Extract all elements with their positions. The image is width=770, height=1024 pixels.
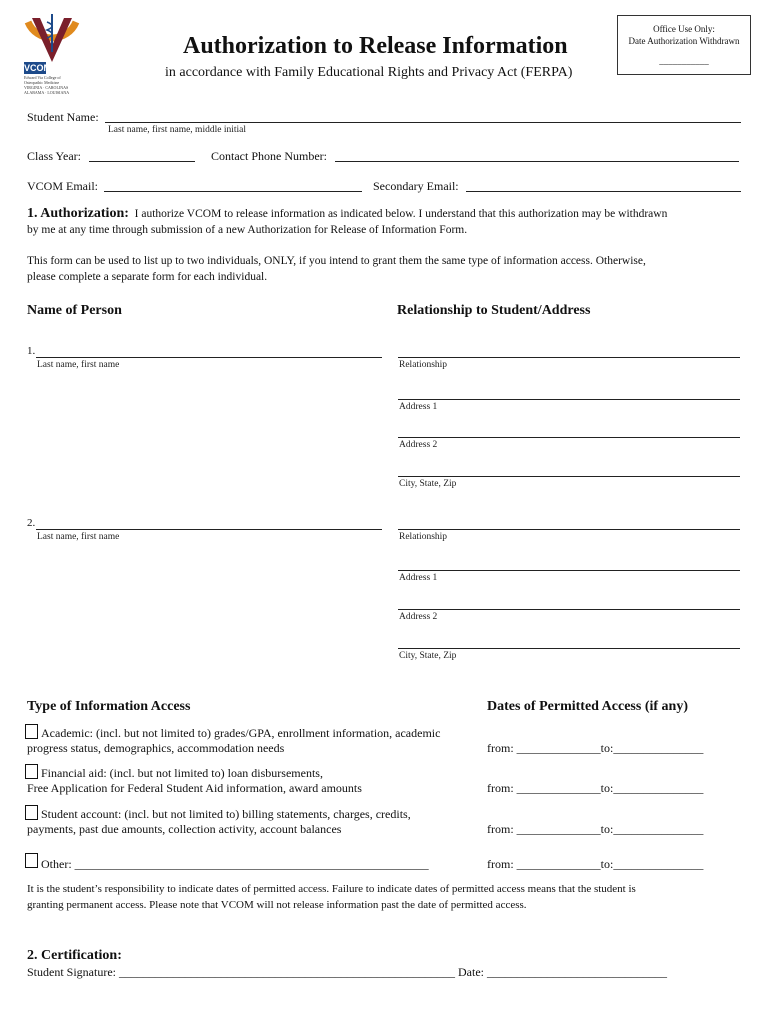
page-subtitle: in accordance with Family Educational Rights and Privacy Act (FERPA) <box>165 65 573 80</box>
access-type-heading: Type of Information Access <box>27 699 191 714</box>
class-year-field[interactable] <box>89 161 195 162</box>
class-year-label: Class Year: <box>27 149 82 163</box>
academic-checkbox[interactable] <box>25 724 38 739</box>
academic-dates[interactable]: from: ______________to:_______________ <box>487 741 704 755</box>
student-name-hint: Last name, first name, middle initial <box>108 125 246 135</box>
person-2-name-field[interactable] <box>36 529 382 530</box>
responsibility-note-1: It is the student’s responsibility to indicate dates of permitted access. Failure to indicate dates of permitted access means that the student is <box>27 883 636 895</box>
authorization-paragraph <box>27 206 747 238</box>
vcom-logo-icon <box>22 12 82 68</box>
vcom-email-field[interactable] <box>104 191 362 192</box>
other-dates[interactable]: from: ______________to:_______________ <box>487 857 704 871</box>
relationship-address-heading: Relationship to Student/Address <box>397 303 591 318</box>
person-2-city-field[interactable] <box>398 648 740 649</box>
logo-tagline-3: VIRGINIA · CAROLINAS <box>24 85 69 90</box>
student-name-field[interactable] <box>105 122 741 123</box>
logo-tagline-1: Edward Via College of <box>24 75 61 80</box>
person-2-address2-field[interactable] <box>398 609 740 610</box>
person-1-address2-label: Address 2 <box>399 440 438 450</box>
form-usage-note-1: This form can be used to list up to two individuals, ONLY, if you intend to grant them the same type of information access. Otherwise, <box>27 255 646 267</box>
name-of-person-heading: Name of Person <box>27 303 122 318</box>
person-2-address2-label: Address 2 <box>399 612 438 622</box>
other-checkbox[interactable] <box>25 853 38 868</box>
financial-aid-checkbox[interactable] <box>25 764 38 779</box>
student-account-text-1: Student account: (incl. but not limited to) billing statements, charges, credits, <box>41 807 411 821</box>
contact-phone-label: Contact Phone Number: <box>211 149 327 163</box>
responsibility-note <box>27 881 636 913</box>
person-1-name-hint: Last name, first name <box>37 360 120 370</box>
academic-text-1: Academic: (incl. but not limited to) grades/GPA, enrollment information, academic <box>41 726 441 740</box>
vcom-email-label: VCOM Email: <box>27 179 98 193</box>
student-account-dates[interactable]: from: ______________to:_______________ <box>487 822 704 836</box>
office-withdrawn-label: Date Authorization Withdrawn <box>628 36 740 46</box>
student-account-checkbox[interactable] <box>25 805 38 820</box>
secondary-email-label: Secondary Email: <box>373 179 459 193</box>
person-1-relationship-label: Relationship <box>399 360 448 370</box>
contact-phone-field[interactable] <box>335 161 739 162</box>
financial-aid-dates[interactable]: from: ______________to:_______________ <box>487 781 704 795</box>
person-2-address1-label: Address 1 <box>399 573 438 583</box>
office-use-label: Office Use Only: <box>653 24 715 34</box>
office-use-box <box>617 15 751 75</box>
office-withdrawn-blank: ___________ <box>659 56 709 66</box>
student-name-label: Student Name: <box>27 110 99 124</box>
dates-access-heading: Dates of Permitted Access (if any) <box>487 699 688 714</box>
logo-text: VCOM <box>24 63 51 73</box>
person-1-city-field[interactable] <box>398 476 740 477</box>
person-2-address1-field[interactable] <box>398 570 740 571</box>
person-2-city-label: City, State, Zip <box>399 651 457 661</box>
vcom-logo <box>22 12 82 102</box>
person-1-address1-label: Address 1 <box>399 402 438 412</box>
responsibility-note-2: granting permanent access. Please note that VCOM will not release information past the date of permitted access. <box>27 899 527 911</box>
person-1-address2-field[interactable] <box>398 437 740 438</box>
financial-aid-text-1: Financial aid: (incl. but not limited to) loan disbursements, <box>41 766 323 780</box>
person-1-relationship-field[interactable] <box>398 357 740 358</box>
authorization-text-1: I authorize VCOM to release information as indicated below. I understand that this authorization may be withdrawn <box>134 208 668 220</box>
signature-date-line[interactable]: Student Signature: ________________________________________________________ Date: ______________________________ <box>27 965 667 979</box>
person-1-number: 1. <box>27 345 36 357</box>
page-title: Authorization to Release Information <box>183 33 568 59</box>
academic-text-2: progress status, demographics, accommodation needs <box>27 741 285 755</box>
authorization-text-2: by me at any time through submission of a new Authorization for Release of Information Form. <box>27 224 468 236</box>
person-2-relationship-label: Relationship <box>399 532 448 542</box>
form-usage-note <box>27 253 747 285</box>
logo-tagline-4: ALABAMA · LOUISIANA <box>24 90 70 95</box>
person-2-name-hint: Last name, first name <box>37 532 120 542</box>
financial-aid-text-2: Free Application for Federal Student Aid information, award amounts <box>27 781 362 795</box>
person-2-relationship-field[interactable] <box>398 529 740 530</box>
student-account-text-2: payments, past due amounts, collection activity, account balances <box>27 822 342 836</box>
person-1-city-label: City, State, Zip <box>399 479 457 489</box>
certification-heading: 2. Certification: <box>27 948 122 963</box>
person-1-address1-field[interactable] <box>398 399 740 400</box>
secondary-email-field[interactable] <box>466 191 741 192</box>
person-2-number: 2. <box>27 517 36 529</box>
logo-tagline-2: Osteopathic Medicine <box>24 80 60 85</box>
authorization-heading: 1. Authorization: <box>27 206 129 221</box>
other-field[interactable]: Other: ___________________________________________________________ <box>41 857 429 871</box>
person-1-name-field[interactable] <box>36 357 382 358</box>
form-usage-note-2: please complete a separate form for each individual. <box>27 271 268 283</box>
